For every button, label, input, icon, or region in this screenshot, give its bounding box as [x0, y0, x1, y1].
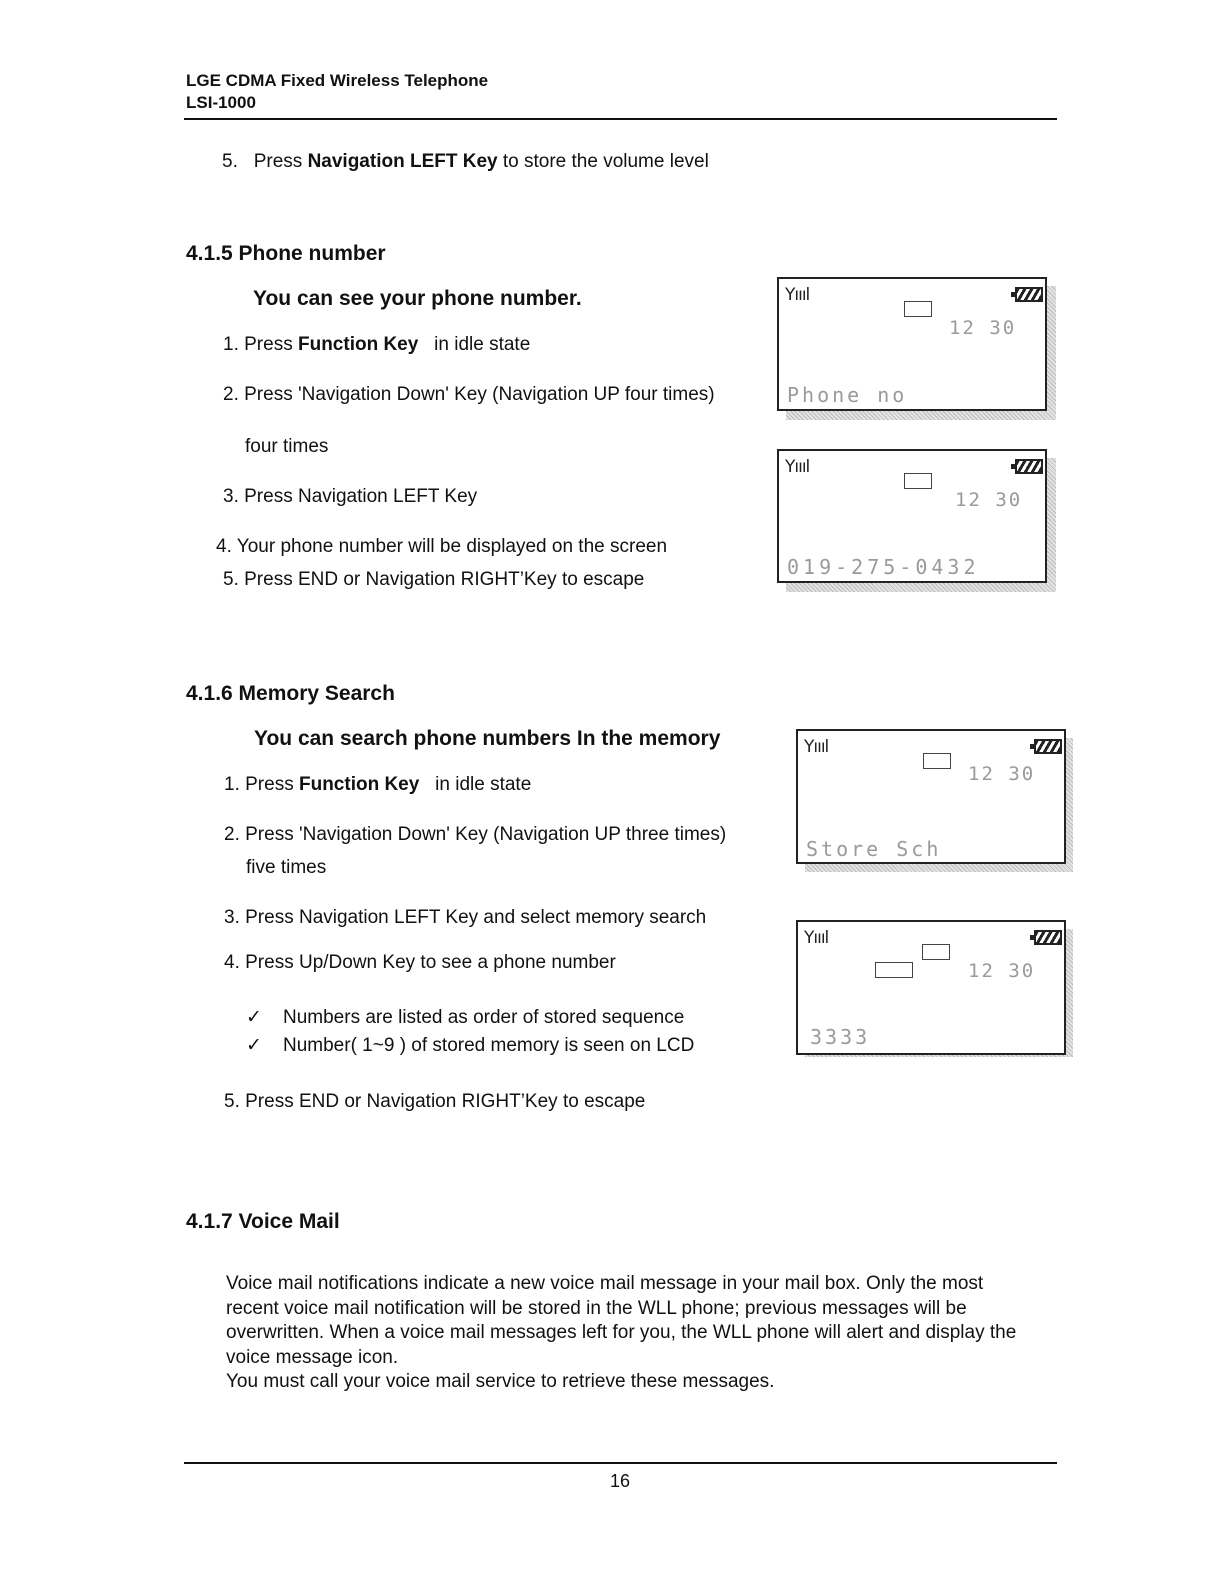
battery-icon	[1034, 930, 1062, 945]
ms-step-1	[224, 773, 531, 797]
section-heading-memory-search: 4.1.6 Memory Search	[186, 682, 395, 705]
message-icon	[923, 753, 951, 769]
ms-step-2: 2. Press 'Navigation Down' Key (Navigation UP three times)	[224, 824, 727, 845]
subheading-phone-number: You can see your phone number.	[253, 287, 582, 310]
check-icon: ✓	[246, 1035, 262, 1056]
footer-rule	[184, 1462, 1057, 1464]
ms-step-1-post: in idle state	[419, 774, 532, 795]
step-text-post: to store the volume level	[497, 151, 709, 172]
pn-step-1-bold: Function Key	[297, 334, 419, 355]
lcd-time: 12 30	[968, 960, 1036, 982]
doc-model: LSI-1000	[186, 93, 256, 112]
ms-step-4: 4. Press Up/Down Key to see a phone number	[224, 952, 616, 973]
message-icon	[922, 944, 950, 960]
battery-icon	[1034, 739, 1062, 754]
lcd-text: Store Sch	[806, 837, 942, 861]
section-heading-voice-mail: 4.1.7 Voice Mail	[186, 1210, 340, 1233]
battery-icon	[1015, 287, 1043, 302]
section-heading-phone-number: 4.1.5 Phone number	[186, 242, 386, 265]
signal-icon: Yıııl	[804, 928, 829, 948]
doc-title: LGE CDMA Fixed Wireless Telephone	[186, 71, 489, 90]
ms-step-2b: five times	[246, 857, 327, 878]
ms-step-5: 5. Press END or Navigation RIGHT’Key to escape	[224, 1091, 646, 1112]
message-icon	[904, 473, 932, 489]
lcd-screen-memory-entry	[796, 920, 1066, 1055]
ms-step-3: 3. Press Navigation LEFT Key and select memory search	[224, 907, 707, 928]
pn-step-2b: four times	[245, 436, 329, 457]
subheading-memory-search: You can search phone numbers In the memory	[254, 727, 721, 750]
lcd-time: 12 30	[949, 317, 1017, 339]
step-number: 5.	[222, 151, 238, 172]
lcd-screen-phone-no	[777, 277, 1047, 411]
battery-icon	[1015, 459, 1043, 474]
lcd-text: 019-275-0432	[787, 555, 980, 579]
pn-step-1-pre: 1. Press	[223, 334, 298, 355]
voice-mail-paragraph: Voice mail notifications indicate a new voice mail message in your mail box. Only the most recent voice mail notification will be stored in the WLL phone; previous messages will be overwritten. When a voice mail messages left for you, the WLL phone will alert and display the voice message icon.	[226, 1273, 1017, 1368]
voice-mail-paragraph-2: You must call your voice mail service to retrieve these messages.	[226, 1371, 775, 1392]
lcd-screen-number	[777, 449, 1047, 583]
lcd-text: Phone no	[787, 383, 908, 407]
pn-step-1-post: in idle state	[418, 334, 531, 355]
lcd-time: 12 30	[955, 489, 1023, 511]
lcd-time: 12 30	[968, 763, 1036, 785]
ms-bullet-2	[246, 1034, 695, 1058]
intro-step	[222, 150, 709, 174]
ms-step-1-pre: 1. Press	[224, 774, 299, 795]
page-number: 16	[609, 1471, 631, 1491]
ms-bullet-2-text: Number( 1~9 ) of stored memory is seen on LCD	[283, 1035, 695, 1056]
memory-icon	[875, 962, 913, 978]
pn-step-5: 5. Press END or Navigation RIGHT’Key to escape	[223, 569, 645, 590]
pn-step-2: 2. Press 'Navigation Down' Key (Navigation UP four times)	[223, 384, 715, 405]
check-icon: ✓	[246, 1007, 262, 1028]
lcd-screen-store-search	[796, 729, 1066, 864]
step-text-bold: Navigation LEFT Key	[307, 151, 498, 172]
lcd-text: 3333	[810, 1025, 871, 1049]
ms-bullet-1	[246, 1006, 685, 1030]
pn-step-4: 4. Your phone number will be displayed on the screen	[216, 536, 668, 557]
message-icon	[904, 301, 932, 317]
pn-step-1	[223, 333, 530, 357]
ms-bullet-1-text: Numbers are listed as order of stored sequence	[283, 1007, 685, 1028]
ms-step-1-bold: Function Key	[298, 774, 420, 795]
step-text-pre: Press	[253, 151, 308, 172]
header-rule	[184, 118, 1057, 120]
signal-icon: Yıııl	[785, 457, 810, 477]
signal-icon: Yıııl	[785, 285, 810, 305]
pn-step-3: 3. Press Navigation LEFT Key	[223, 486, 478, 507]
signal-icon: Yıııl	[804, 737, 829, 757]
